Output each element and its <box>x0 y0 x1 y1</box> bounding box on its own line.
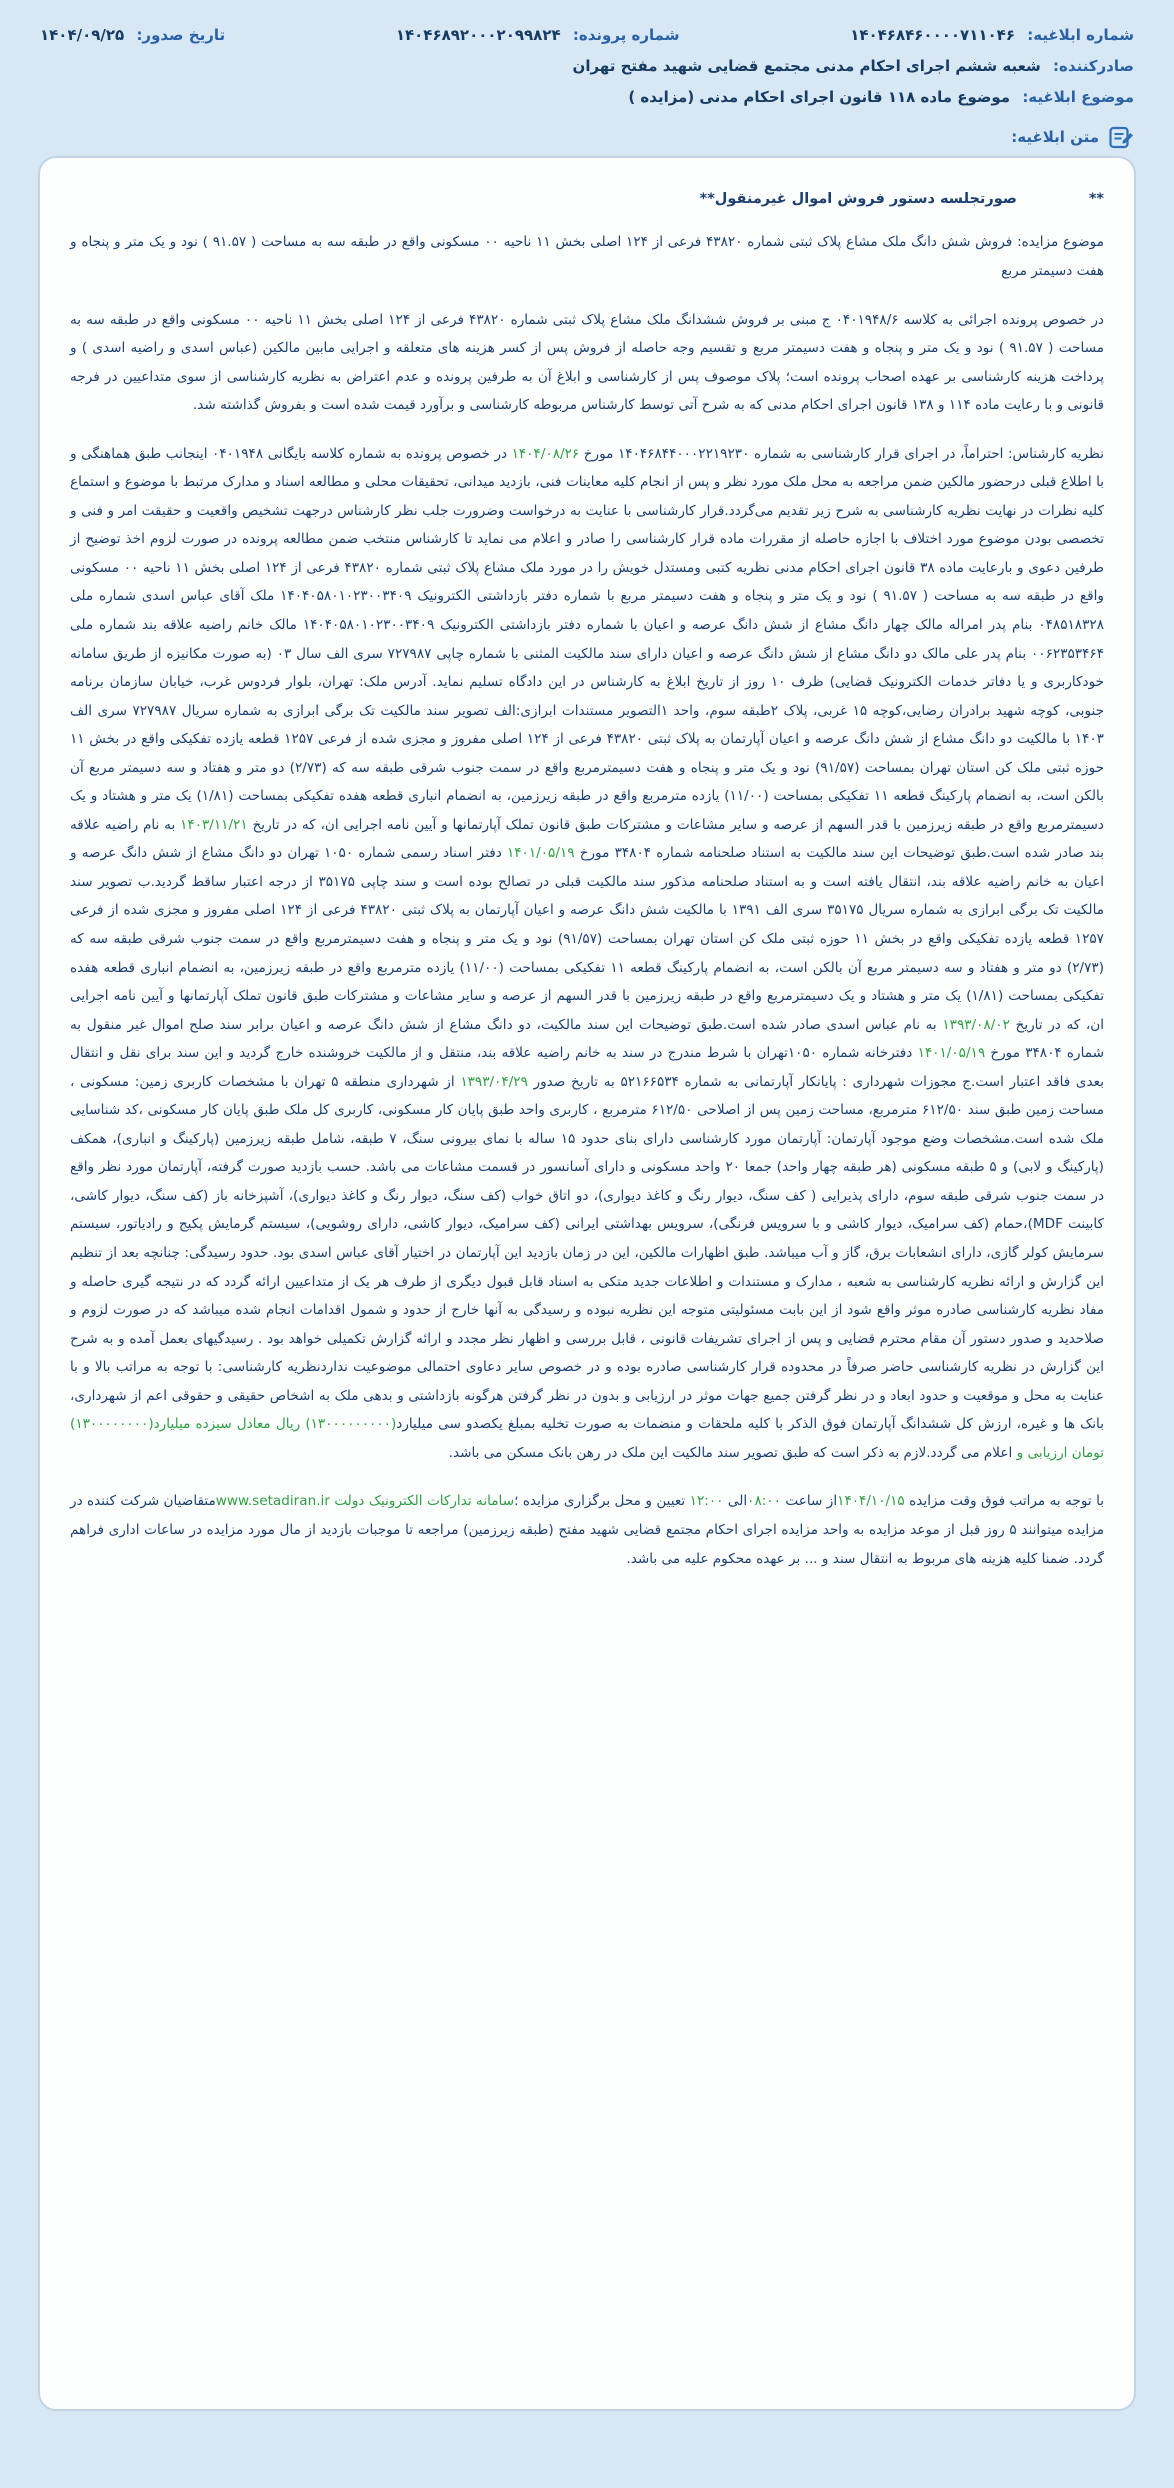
highlighted-text: ۱۴۰۱/۰۵/۱۹ <box>506 845 575 862</box>
highlighted-text: ۱۳۹۳/۰۸/۰۲ <box>942 1016 1010 1033</box>
header <box>0 26 1174 150</box>
case-summary-paragraph <box>70 306 1104 420</box>
field-issue-date <box>40 26 225 44</box>
highlighted-text: ۱۳۹۳/۰۴/۲۹ <box>460 1073 528 1090</box>
body-text: دفترخانه شماره ۱۰۵۰تهران با شرط مندرج در سند به خانم راضیه علاقه بند، منتقل و از مالکیت خروشنده خارج گردید و این سند برای نقل و انتقال بعدی فاقد اعتبار است.ج مجوزات شهرداری : پایانکار آپارتمانی به شماره ۵۲۱۶۶۵۳۴ به تاریخ صدور <box>70 1045 1104 1090</box>
body-text: با توجه به مراتب فوق وقت مزایده <box>904 1493 1104 1510</box>
highlighted-text: ۱۴۰۴/۱۰/۱۵ <box>837 1493 905 1510</box>
body-text: به نام راضیه علاقه بند صادر شده است.طبق توضیحات این سند مالکیت به استناد صلحنامه شماره ۳۴۸۰۴ مورخ <box>70 816 1104 862</box>
auction-subject-paragraph <box>70 228 1104 285</box>
expert-opinion-paragraph <box>70 440 1104 1468</box>
notification-number-label: شماره ابلاغیه: <box>1027 26 1134 44</box>
issue-date-value: ۱۴۰۴/۰۹/۲۵ <box>40 26 125 44</box>
title-text: صورتجلسه دستور فروش اموال غیرمنقول** <box>699 191 1017 207</box>
body-label: متن ابلاغیه: <box>1011 128 1099 146</box>
body-text: موضوع مزایده: فروش شش دانگ ملک مشاع پلاک ثبتی شماره ۴۳۸۲۰ فرعی از ۱۲۴ اصلی بخش ۱۱ ناحیه ۰۰ مسکونی واقع در طبقه سه به مساحت ( ۹۱.۵۷ ) نود و یک متر و پنجاه و هفت دسیمتر مربع <box>70 234 1104 279</box>
field-case-number <box>396 26 680 44</box>
notification-number-value: ۱۴۰۴۶۸۴۶۰۰۰۰۷۱۱۰۴۶ <box>850 26 1015 44</box>
highlighted-text: ۰۸:۰۰ <box>747 1493 781 1510</box>
notice-paragraphs <box>70 228 1104 1573</box>
body-text: اعلام می گردد.لازم به ذکر است که طبق تصویر سند مالکیت این ملک در رهن بانک مسکن می باشد. <box>448 1444 1017 1461</box>
body-text: تعیین و محل برگزاری مزایده ؛ <box>514 1493 690 1510</box>
highlighted-text: ۱۲:۰۰ <box>689 1493 724 1510</box>
highlighted-text: ۱۴۰۳/۱۱/۲۱ <box>180 816 248 833</box>
body-text: نظریه کارشناس: احتراماً، در اجرای قرار کارشناسی به شماره ۱۴۰۴۶۸۴۴۰۰۰۲۲۱۹۲۳۰ مورخ <box>579 445 1104 462</box>
notice-title <box>70 184 1104 214</box>
title-stars: ** <box>1088 191 1104 207</box>
body-text: الی <box>723 1493 748 1510</box>
field-notification-number <box>850 26 1134 44</box>
body-text: به نام عباس اسدی صادر شده است.طبق توضیحات این سند مالکیت، دو دانگ مشاع از شش دانگ عرصه و اعیان برابر سند صلح اموال غیر منقول به شماره ۳۴۸۰۴ مورخ <box>70 1016 1105 1062</box>
body-text: در خصوص پرونده اجرائی به کلاسه ۰۴۰۱۹۴۸/۶ ج مبنی بر فروش ششدانگ ملک مشاع پلاک ثبتی شماره ۴۳۸۲۰ فرعی از ۱۲۴ اصلی بخش ۱۱ ناحیه ۰۰ مسکونی واقع در طبقه سه به مساحت ( ۹۱.۵۷ ) نود و یک متر و پنجاه و هفت دسیمتر مربع و تقسیم وجه حاصله از فروش پس از کسر هزینه های متعلقه و اجرایی مابین مالکین (عباس اسدی و راضیه اسدی ) و پرداخت هزینه کارشناسی بر عهده اصحاب پرونده است؛ پلاک موصوف پس از کارشناسی و ابلاغ آن به طرفین پرونده و عدم اعتراض به نظریه کارشناسی از سوی متداعیین در فرجه قانونی و با رعایت ماده ۱۱۴ و ۱۳۸ قانون اجرای احکام مدنی که به شرح آتی توسط کارشناس مربوطه کارشناسی و برآورد قیمت شده است و بفروش گذاشته شد. <box>70 311 1104 414</box>
body-text: از شهرداری منطقه ۵ تهران با مشخصات کاربری زمین: مسکونی ، مساحت زمین طبق سند ۶۱۲/۵۰ مترمربع، مساحت زمین پس از اصلاحی ۶۱۲/۵۰ مترمربع ، کاربری واحد طبق پایان کار مسکونی، کاربری کل ملک طبق پایان کار مسکونی ،کد شناسایی ملک شده است.مشخصات وضع موجود آپارتمان: آپارتمان مورد کارشناسی دارای بنای حدود ۱۵ ساله با نمای بیرونی سنگ، ۷ طبقه، شامل طبقه زیرزمین (پارکینگ و انباری)، همکف (پارکینگ و لابی) و ۵ طبقه مسکونی (هر طبقه چهار واحد) جمعا ۲۰ واحد مسکونی و دارای آسانسور در قسمت مشاعات می باشد. حسب بازدید صورت گرفته، آپارتمان مورد نظر واقع در سمت جنوب شرقی طبقه سوم، دارای پذیرایی ( کف سنگ، دیوار رنگ و کاغذ دیواری)، دو اتاق خواب (کف سنگ، دیوار رنگ و کاغذ دیواری)، آشپزخانه باز (کف سنگ، دیوار کاشی، کابینت MDF)،حمام (کف سرامیک، دیوار کاشی و با سرویس فرنگی)، سرویس بهداشتی ایرانی (کف سرامیک، دیوار کاشی، دارای روشویی)، سیستم گرمایش پکیج و رادیاتور، سیستم سرمایش کولر گازی، دارای انشعابات برق، گاز و آب میباشد. طبق اظهارات مالکین، این در زمان بازدید این آپارتمان در اختیار آقای عباس اسدی بود. حدود رسیدگی: چنانچه بعد از تنظیم این گزارش و ارائه نظریه کارشناسی به شعبه ، مدارک و مستندات و اطلاعات جدید متکی به اسناد قابل قبول دیگری از طرف هر یک از متداعیین ارائه گردد که در نتیجه گیری حاصله و مفاد نظریه کارشناسی صادره موثر واقع شود از این بابت مسئولیتی متوجه این نظریه نبوده و رسیدگی به آنها خارج از حدود و شمول اقدامات انجام شده میباشد که در صورت لزوم و صلاحدید و صدور دستور آن مقام محترم قضایی و پس از اجرای تشریفات قانونی ، قابل بررسی و اظهار نظر مجدد و ارائه گزارش تکمیلی خواهد بود . رسیدگیهای بعمل آمده و به شرح این گزارش در نظریه کارشناسی حاضر صرفاً در محدوده قرار کارشناسی صادره بوده و در خصوص سایر دعاوی احتمالی موضوعیت نداردنظریه کارشناسی: با توجه به مراتب بالا و با عنایت به محل و موقعیت و حدود ابعاد و در نظر گرفتن جمیع جهات موثر در ارزیابی و بدون در نظر گرفتن هرگونه بازداشتی و بدهی ملک به اشخاص حقیقی و حقوقی اعم از شهرداری، بانک ها و غیره، ارزش کل ششدانگ آپارتمان فوق الذکر با کلیه ملحقات و منضمات به صورت تخلیه بمبلغ یکصدو سی میلیارد <box>70 1073 1104 1433</box>
header-row-numbers <box>40 26 1134 44</box>
issuer-value: شعبه ششم اجرای احکام مدنی مجتمع قضایی شهید مفتح تهران <box>572 57 1041 75</box>
auction-session-paragraph <box>70 1487 1104 1573</box>
memo-icon <box>1108 124 1134 150</box>
highlighted-text: ۱۴۰۴/۰۸/۲۶ <box>511 445 580 462</box>
issuer-label: صادرکننده: <box>1053 57 1134 75</box>
case-number-value: ۱۴۰۴۶۸۹۲۰۰۰۲۰۹۹۸۲۴ <box>395 26 561 44</box>
header-row-body-label <box>40 124 1134 150</box>
body-text: از ساعت <box>780 1493 838 1510</box>
subject-label: موضوع ابلاغیه: <box>1022 88 1134 106</box>
body-text: دفتر اسناد رسمی شماره ۱۰۵۰ تهران دو دانگ مشاع از شش دانگ عرصه و اعیان به خانم راضیه علاقه بند، انتقال یافته است و به استناد صلحنامه مذکور سند مالکیت قبلی در تصالح بوده است و سند چاپی ۳۵۱۷۵ از درجه اعتبار ساقط گردید.ب تصویر سند مالکیت تک برگی ابرازی به شماره سریال ۳۵۱۷۵ سری الف ۱۳۹۱ با مالکیت شش دانگ عرصه و اعیان آپارتمان به پلاک ثبتی ۴۳۸۲۰ فرعی از ۱۲۴ اصلی مفروز و مجزی شده از فرعی ۱۲۵۷ قطعه یازده تفکیکی واقع در بخش ۱۱ حوزه ثبتی ملک کن استان تهران بمساحت (۹۱/۵۷) نود و یک متر و پنجاه و هفت دسیمترمربع واقع در سمت جنوب شرقی طبقه سه که (۲/۷۳) دو متر و هفتاد و سه دسیمتر مربع آن بالکن است، به انضمام پارکینگ قطعه ۱۱ تفکیکی بمساحت (۱۱/۰۰) یازده مترمربع واقع در طبقه زیرزمین، به انضمام انباری قطعه هفده تفکیکی بمساحت (۱/۸۱) یک متر و هشتاد و یک دسیمترمربع واقع در طبقه زیرزمین با قدر السهم از عرصه و سایر مشاعات و مشترکات طبق قانون تملک آپارتمانها و آیین نامه اجرایی ان، که در تاریخ <box>70 845 1104 1033</box>
subject-value: موضوع ماده ۱۱۸ قانون اجرای احکام مدنی (مزایده ) <box>628 88 1011 106</box>
issue-date-label: تاریخ صدور: <box>136 26 226 44</box>
highlighted-text: (۱۳۰۰۰۰۰۰۰۰۰) ریال معادل سیزده میلیارد(۱۳۰۰۰۰۰۰۰۰) تومان ارزیابی و <box>70 1416 1104 1461</box>
header-row-subject <box>40 88 1134 106</box>
highlighted-text: ۱۴۰۱/۰۵/۱۹ <box>917 1045 986 1062</box>
case-number-label: شماره پرونده: <box>572 26 680 44</box>
notice-body <box>38 156 1136 2411</box>
header-row-issuer <box>40 57 1134 75</box>
body-text: متقاضیان شرکت کننده در مزایده میتوانند ۵ روز قبل از موعد مزایده به واحد مزایده اجرای احکام مجتمع قضایی شهید مفتح (طبقه زیرزمین) مراجعه تا موجبات بازدید از مال مورد مزایده در ساعات اداری فراهم گردد. ضمنا کلیه هزینه های مربوط به انتقال سند و ... بر عهده محکوم علیه می باشد. <box>70 1493 1104 1567</box>
body-text: در خصوص پرونده به شماره کلاسه بایگانی ۰۴۰۱۹۴۸ اینجانب طبق هماهنگی و با اطلاع قبلی درحضور مالکین ضمن مراجعه به محل ملک مورد نظر و پس از انجام کلیه معاینات فنی، بازدید میدانی، تحقیقات محلی و مطالعه اسناد و مدارک مرتبط با موضوع و استماع کلیه نظرات در نهایت نظریه کارشناسی به شرح زیر تقدیم می‌گردد.قرار کارشناسی با عنایت به درخواست وضرورت جلب نظر کارشناس درجهت تشخیص واقعیت و حقیقت امر و فنی و تخصصی بودن موضوع مورد اختلاف با اجازه حاصله از مقررات ماده قرار کارشناسی را صادر و اعلام می نماید تا کارشناس منتخب ضمن مطالعه پرونده در صورت لزوم اخذ توضیح از طرفین دعوی و بارعایت ماده ۳۸ قانون اجرای احکام مدنی نظریه کتبی ومستدل خویش را در مورد ملک مشاع پلاک ثبتی شماره ۴۳۸۲۰ فرعی از ۱۲۴ اصلی بخش ۱۱ ناحیه ۰۰ مسکونی واقع در طبقه سه به مساحت ( ۹۱.۵۷ ) نود و یک متر و پنجاه و هفت دسیمتر مربع با شماره دفتر بازداشتی الکترونیک ۱۴۰۴۰۵۸۰۱۰۲۳۰۰۳۴۰۹ ملک آقای عباس اسدی شماره ملی ۰۴۸۵۱۸۳۲۸ بنام پدر امراله مالک چهار دانگ مشاع از شش دانگ عرصه و اعیان با شماره دفتر بازداشتی الکترونیک ۱۴۰۴۰۵۸۰۱۰۲۳۰۰۳۴۰۹ مالک خانم راضیه علاقه بند شماره ملی ۰۰۶۲۳۵۳۴۶۴ بنام پدر علی مالک دو دانگ مشاع از شش دانگ عرصه و اعیان دارای سند مالکیت المثنی با شماره چاپی ۷۲۷۹۸۷ سری الف سال ۰۳ (به صورت مکانیزه از طریق سامانه خودکاربری و یا دفاتر خدمات الکترونیک قضایی) ظرف ۱۰ روز از تاریخ ابلاغ به کارشناس در این دادگاه تسلیم نماید. آدرس ملک: تهران، بلوار فردوس غرب، خیابان سازمان برنامه جنوبی، کوچه شهید برادران رضایی،کوچه ۱۵ غربی، پلاک ۲طبقه سوم، واحد ۱التصویر مستندات ابرازی:الف تصویر سند مالکیت تک برگی ابرازی به شماره سریال ۷۲۷۹۸۷ سری الف ۱۴۰۳ با مالکیت دو دانگ مشاع از شش دانگ عرصه و اعیان آپارتمان به پلاک ثبتی ۴۳۸۲۰ فرعی از ۱۲۴ اصلی مفروز و مجزی شده از فرعی ۱۲۵۷ قطعه یازده تفکیکی واقع در بخش ۱۱ حوزه ثبتی ملک کن استان تهران بمساحت (۹۱/۵۷) نود و یک متر و پنجاه و هفت دسیمترمربع واقع در سمت جنوب شرقی طبقه سه که (۲/۷۳) دو متر و هفتاد و سه دسیمتر مربع آن بالکن است، به انضمام پارکینگ قطعه ۱۱ تفکیکی بمساحت (۱۱/۰۰) یازده مترمربع واقع در طبقه زیرزمین، به انضمام انباری قطعه هفده تفکیکی بمساحت (۱/۸۱) یک متر و هشتاد و یک دسیمترمربع واقع در طبقه زیرزمین با قدر السهم از عرصه و سایر مشاعات و مشترکات طبق قانون تملک آپارتمانها و آیین نامه اجرایی ان، که در تاریخ <box>70 445 1105 833</box>
setadiran-link[interactable]: سامانه تدارکات الکترونیک دولت www.setadiran.ir <box>215 1493 515 1510</box>
